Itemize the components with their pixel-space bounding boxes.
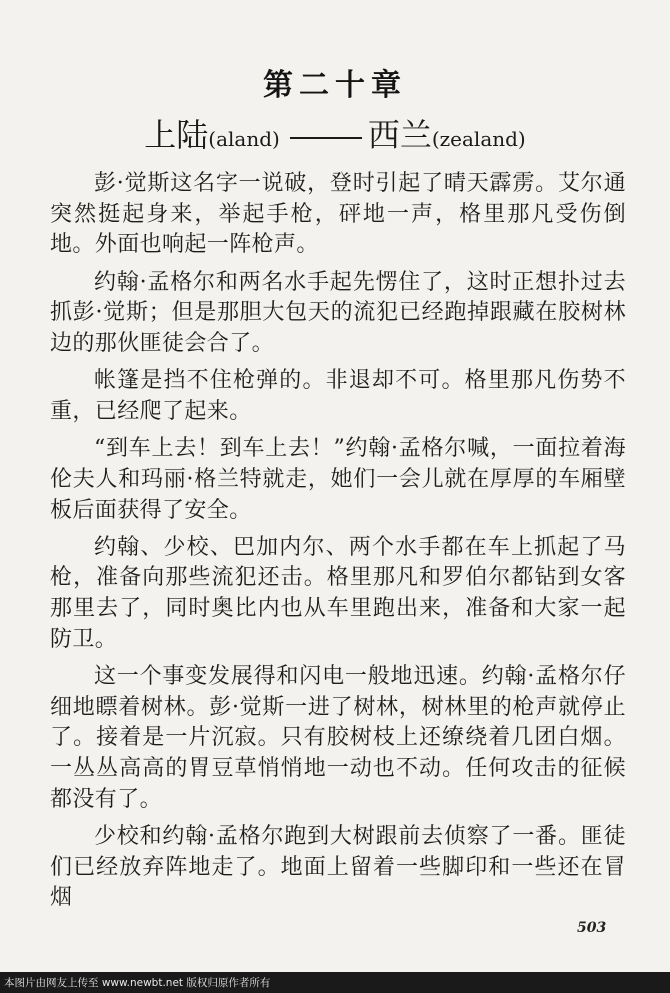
paragraph: 少校和约翰·孟格尔跑到大树跟前去侦察了一番。匪徒们已经放弃阵地走了。地面上留着一些脚印和一些还在冒烟 — [50, 824, 626, 911]
subtitle-part1: 上陆 — [144, 116, 209, 154]
paragraph: 约翰·孟格尔和两名水手起先愣住了，这时正想扑过去抓彭·觉斯；但是那胆大包天的流犯已经跑掉跟藏在胶树林边的那伙匪徒会合了。 — [50, 269, 626, 357]
subtitle-part2-latin: (zealand) — [431, 127, 526, 151]
body-text — [50, 169, 626, 921]
chapter-title: 第二十章 — [263, 68, 407, 103]
paragraph: 约翰、少校、巴加内尔、两个水手都在车上抓起了马枪，准备向那些流犯还击。格里那凡和罗伯尔都钻到女客那里去了，同时奥比内也从车里跑出来，准备和大家一起防卫。 — [50, 534, 626, 652]
page-number: 503 — [577, 920, 607, 936]
paragraph: “到车上去！到车上去！”约翰·孟格尔喊，一面拉着海伦夫人和玛丽·格兰特就走，她们一会儿就在厚厚的车厢壁板后面获得了安全。 — [50, 436, 626, 523]
chapter-subtitle — [0, 110, 670, 156]
subtitle-part1-latin: (aland) — [208, 127, 280, 151]
paragraph: 这一个事变发展得和闪电一般地迅速。约翰·孟格尔仔细地瞟着树林。彭·觉斯一进了树林，树林里的枪声就停止了。接着是一片沉寂。只有胶树枝上还缭绕着几团白烟。一丛丛高高的胃豆草悄悄地一动也不动。任何攻击的征候都没有了。 — [50, 664, 626, 812]
paragraph: 帐篷是挡不住枪弹的。非退却不可。格里那凡伤势不重，已经爬了起来。 — [50, 368, 626, 424]
watermark-text: 本图片由网友上传至 www.newbt.net 版权归原作者所有 — [4, 977, 271, 989]
subtitle-part2: 西兰 — [367, 116, 432, 154]
paragraph: 彭·觉斯这名字一说破，登时引起了晴天霹雳。艾尔通突然挺起身来，举起手枪，砰地一声，格里那凡受伤倒地。外面也响起一阵枪声。 — [50, 171, 626, 258]
subtitle-dash — [290, 137, 362, 139]
watermark-bar — [0, 972, 670, 993]
